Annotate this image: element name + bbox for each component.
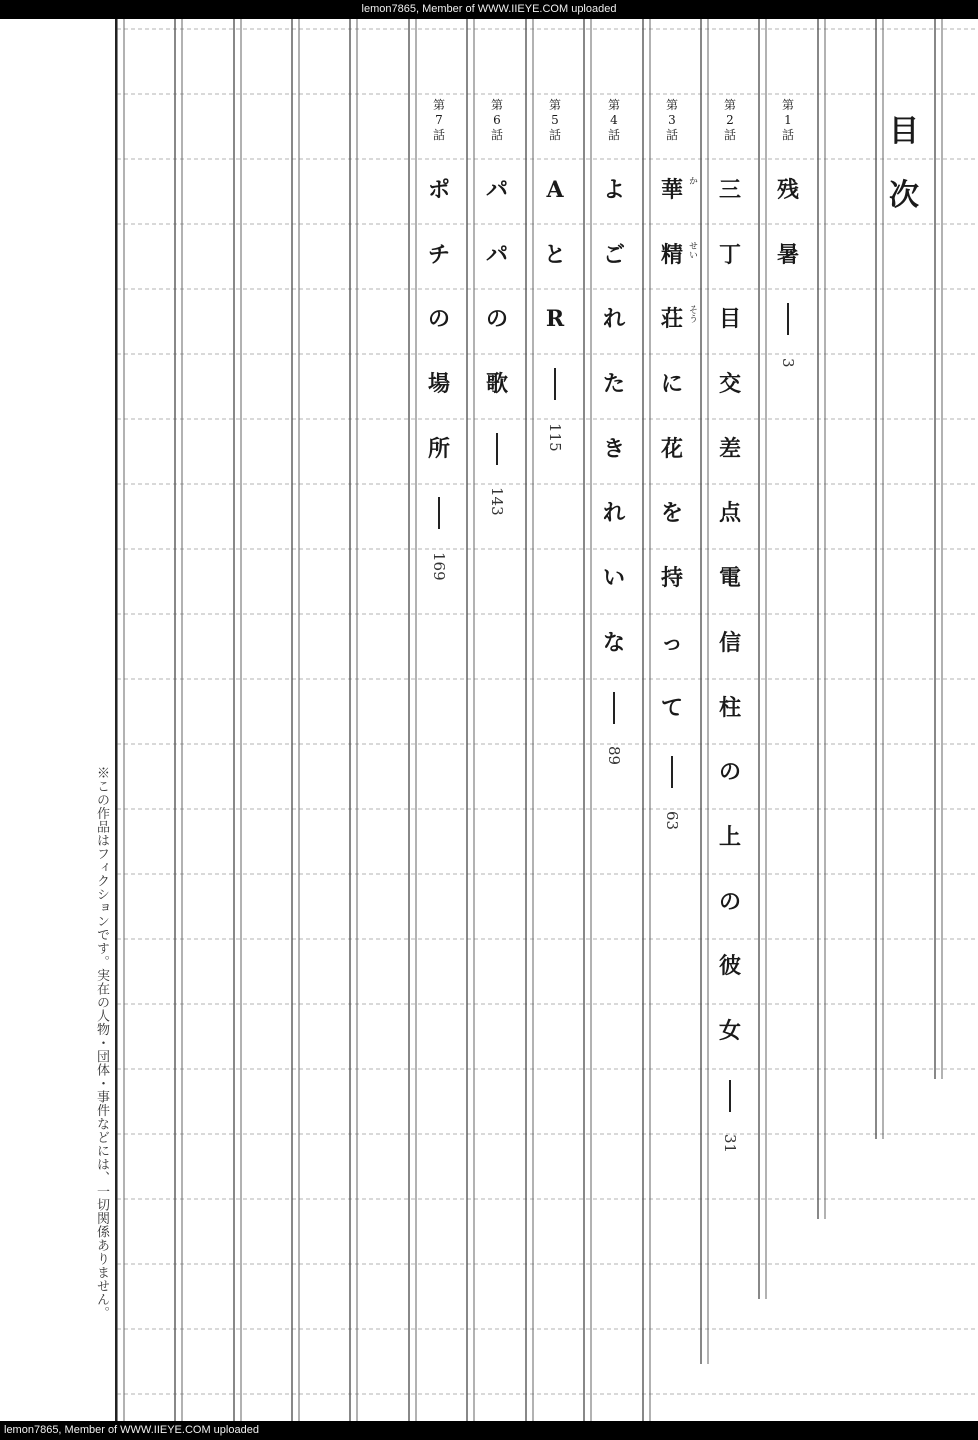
chapter-title-char: き — [602, 435, 625, 462]
chapter-title-char: ポ — [427, 177, 450, 203]
chapter-number — [592, 98, 636, 158]
chapter-number-char: 5 — [551, 113, 559, 127]
fiction-notice: ※この作品はフィクションです。実在の人物・団体・事件などには、一切関係ありません。 — [94, 766, 109, 1320]
chapter-number-char: 第 — [548, 98, 561, 112]
chapter-number-char: 第 — [490, 98, 503, 112]
chapter-number-char: 話 — [781, 128, 794, 142]
chapter-title-char: を — [660, 500, 683, 527]
chapter-title-char: 点 — [718, 500, 741, 527]
chapter-title-char: っ — [660, 629, 683, 656]
page-number: 169 — [430, 552, 448, 581]
chapter-title-char: ご — [602, 241, 625, 268]
chapter-number-char: 話 — [665, 128, 678, 142]
toc-title-char-1: 目 — [889, 114, 919, 149]
chapter-title-char: 交 — [718, 371, 741, 398]
chapter-title — [592, 158, 636, 765]
toc-title — [882, 100, 926, 228]
ruby-reading: せい — [687, 240, 697, 259]
chapter-title-char: R — [545, 306, 565, 333]
chapter-title — [708, 158, 752, 1153]
chapter-number-char: 話 — [432, 128, 445, 142]
chapter-entry-3 — [650, 98, 697, 830]
chapter-number-char: 1 — [784, 113, 792, 127]
chapter-number-char: 第 — [665, 98, 678, 112]
chapter-number — [417, 98, 461, 158]
chapter-title — [650, 158, 697, 830]
chapter-title-char: の — [718, 759, 741, 786]
chapter-title-char: 目 — [718, 306, 741, 333]
ruby-reading: そう — [687, 305, 697, 324]
chapter-number-char: 第 — [432, 98, 445, 112]
chapter-title-char: 柱 — [718, 694, 741, 721]
chapter-entry-1 — [766, 98, 810, 368]
chapter-title-char: の — [485, 306, 508, 333]
leader-dash — [475, 417, 519, 482]
chapter-number — [475, 98, 519, 158]
chapter-title — [766, 158, 810, 368]
chapter-title-char: の — [718, 888, 741, 915]
chapter-number — [708, 98, 752, 158]
chapter-title-char: 残 — [776, 177, 799, 203]
chapter-number-char: 話 — [490, 128, 503, 142]
chapter-title-char: な — [602, 629, 625, 656]
chapter-title-char: れ — [602, 500, 625, 527]
leader-dash — [592, 676, 636, 741]
chapter-title-char: 信 — [718, 629, 741, 656]
chapter-title-char: 彼 — [718, 953, 741, 980]
page-number: 89 — [605, 746, 623, 766]
chapter-title-char: 華 か — [660, 176, 697, 203]
chapter-number-char: 第 — [723, 98, 736, 112]
chapter-number-char: 7 — [435, 113, 443, 127]
chapter-title-char: 女 — [718, 1017, 741, 1044]
chapter-title-char: 電 — [718, 565, 741, 592]
chapter-entry-6 — [475, 98, 519, 516]
chapter-title-char: れ — [602, 306, 625, 333]
chapter-title-char: 持 — [660, 565, 683, 592]
chapter-number-char: 話 — [607, 128, 620, 142]
toc-title-char-2: 次 — [889, 178, 919, 213]
chapter-title-char: い — [602, 565, 625, 592]
chapter-title-char: て — [660, 694, 683, 721]
chapter-title-char: 歌 — [485, 371, 508, 398]
chapter-number-char: 第 — [607, 98, 620, 112]
page-number: 115 — [546, 422, 564, 452]
chapter-entry-2 — [708, 98, 752, 1153]
chapter-title-char: 暑 — [776, 241, 799, 268]
leader-dash — [533, 352, 577, 417]
chapter-title — [475, 158, 519, 516]
chapter-title-char: 丁 — [718, 241, 741, 268]
page-number: 3 — [779, 358, 797, 368]
chapter-title-char: 荘 そう — [660, 305, 697, 333]
chapter-number-char: 話 — [548, 128, 561, 142]
page-number: 31 — [721, 1134, 739, 1154]
chapter-title-char: 花 — [660, 435, 683, 462]
chapter-number-char: 6 — [493, 113, 501, 127]
chapter-entry-7 — [417, 98, 461, 581]
chapter-title-char: パ — [485, 241, 508, 268]
leader-dash — [650, 740, 694, 805]
chapter-title-char: 精 せい — [660, 240, 697, 268]
leader-dash — [417, 481, 461, 546]
chapter-title-char: に — [660, 371, 683, 398]
chapter-title-char: 所 — [427, 435, 450, 462]
leader-dash — [766, 287, 810, 352]
chapter-title — [417, 158, 461, 581]
chapter-number — [533, 98, 577, 158]
chapter-title-char: た — [602, 371, 625, 398]
top-banner: lemon7865, Member of WWW.IIEYE.COM uploaded — [0, 0, 978, 19]
chapter-entry-5 — [533, 98, 577, 451]
chapter-number-char: 話 — [723, 128, 736, 142]
chapter-number-char: 3 — [668, 113, 676, 127]
page-number: 63 — [663, 810, 681, 830]
chapter-title-char: の — [427, 306, 450, 333]
chapter-number — [650, 98, 694, 158]
ruby-reading: か — [687, 176, 697, 185]
chapter-entry-4 — [592, 98, 636, 765]
chapter-title-char: チ — [427, 241, 450, 268]
chapter-title-char: と — [543, 241, 566, 268]
chapter-title-char: A — [546, 177, 564, 203]
chapter-title — [533, 158, 577, 451]
chapter-title-char: 差 — [718, 435, 741, 462]
chapter-title-char: パ — [485, 177, 508, 203]
leader-dash — [708, 1064, 752, 1129]
chapter-number-char: 4 — [610, 113, 618, 127]
chapter-title-char: 場 — [427, 371, 450, 398]
chapter-title-char: 上 — [718, 823, 741, 850]
chapter-number-char: 2 — [726, 113, 734, 127]
chapter-number — [766, 98, 810, 158]
chapter-number-char: 第 — [781, 98, 794, 112]
chapter-title-char: よ — [602, 177, 625, 203]
bottom-banner: lemon7865, Member of WWW.IIEYE.COM uploaded — [0, 1421, 978, 1440]
page-number: 143 — [488, 487, 506, 517]
chapter-title-char: 三 — [718, 177, 741, 203]
